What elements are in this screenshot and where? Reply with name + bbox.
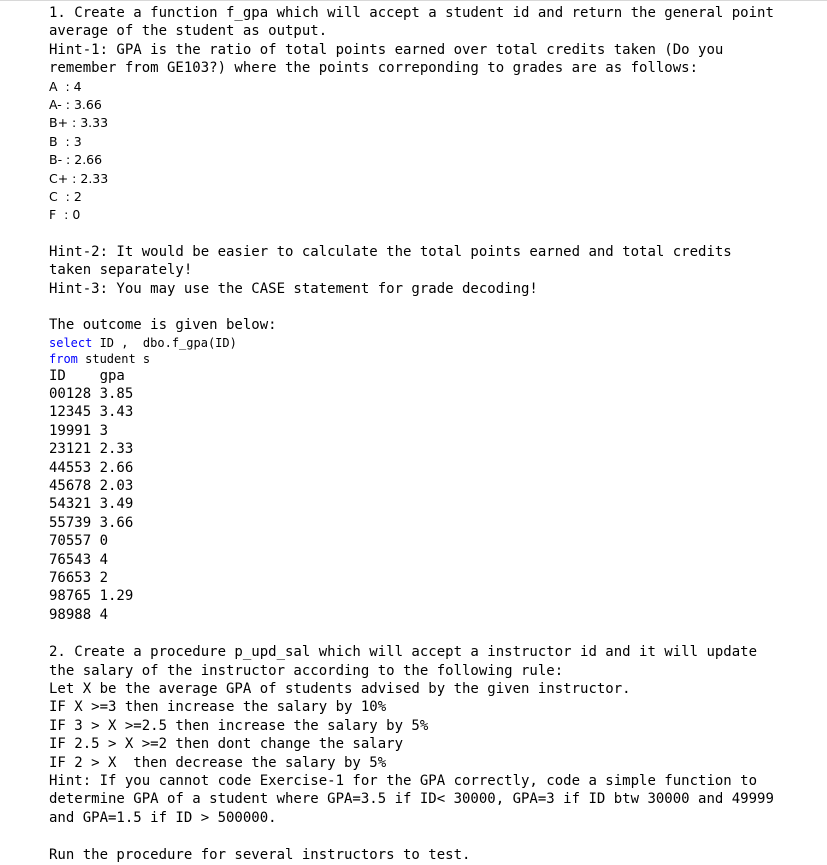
result-row: 45678 2.03 (49, 477, 134, 494)
result-row: 00128 3.85 (49, 385, 134, 402)
sql-line-from (49, 351, 819, 367)
result-row: 98765 1.29 (49, 588, 134, 605)
hint-line: Hint: If you cannot code Exercise-1 for the GPA correctly, code a simple function to (49, 773, 758, 790)
text-line: remember from GE103?) where the points correponding to grades are as follows: (49, 60, 699, 77)
exercise-2 (49, 643, 819, 827)
hint-line: determine GPA of a student where GPA=3.5 if ID< 30000, GPA=3 if ID btw 30000 and 49999 (49, 791, 774, 808)
grade-row: F : 0 (49, 207, 81, 223)
result-row: 23121 2.33 (49, 441, 134, 458)
result-row: 12345 3.43 (49, 404, 134, 421)
grade-row: B- : 2.66 (49, 152, 103, 168)
result-header: ID gpa (49, 367, 125, 384)
top-border (0, 0, 827, 1)
rule-line: IF 2.5 > X >=2 then dont change the salary (49, 736, 404, 753)
exercise-1-hints (49, 243, 819, 298)
text-line: average of the student as output. (49, 23, 328, 40)
closing-instruction: Run the procedure for several instructors to test. (49, 847, 471, 864)
sql-keyword-from: from (49, 351, 78, 366)
result-row: 98988 4 (49, 606, 109, 623)
sql-keyword-select: select (49, 335, 93, 350)
result-row: 76653 2 (49, 569, 109, 586)
result-row: 76543 4 (49, 551, 109, 568)
result-row: 54321 3.49 (49, 496, 134, 513)
rule-line: IF 3 > X >=2.5 then increase the salary by 5% (49, 717, 429, 734)
spacer (49, 225, 819, 243)
hint-line: and GPA=1.5 if ID > 500000. (49, 809, 277, 826)
sql-from-table: student s (77, 351, 151, 366)
text-line: the salary of the instructor according to the following rule: (49, 662, 564, 679)
grade-row: A : 4 (49, 78, 82, 94)
grade-row: A- : 3.66 (49, 97, 102, 113)
result-row: 44553 2.66 (49, 459, 134, 476)
exercise-1-intro (49, 4, 819, 78)
sql-line-select (49, 335, 819, 351)
grade-row: C+ : 2.33 (49, 170, 109, 186)
outcome-label: The outcome is given below: (49, 317, 277, 334)
query-result-table (49, 367, 819, 625)
spacer (49, 298, 819, 316)
grade-point-table (49, 78, 819, 225)
text-line: Hint-1: GPA is the ratio of total points earned over total credits taken (Do you (49, 41, 724, 58)
sql-select-columns: ID , dbo.f_gpa(ID) (92, 335, 237, 350)
hint-line: taken separately! (49, 262, 193, 279)
grade-row: B : 3 (49, 133, 82, 149)
result-row: 55739 3.66 (49, 514, 134, 531)
text-line: Let X be the average GPA of students advised by the given instructor. (49, 681, 631, 697)
text-line: 2. Create a procedure p_upd_sal which will accept a instructor id and it will update (49, 644, 758, 661)
rule-line: IF 2 > X then decrease the salary by 5% (49, 754, 387, 771)
text-line: 1. Create a function f_gpa which will accept a student id and return the general point (49, 5, 774, 21)
hint-line: Hint-2: It would be easier to calculate the total points earned and total credits (49, 243, 732, 260)
spacer (49, 827, 819, 846)
result-row: 19991 3 (49, 422, 109, 439)
sql-query (49, 335, 819, 367)
rule-line: IF X >=3 then increase the salary by 10% (49, 699, 387, 716)
grade-row: C : 2 (49, 189, 82, 205)
grade-row: B+ : 3.33 (49, 115, 109, 131)
document-body (49, 4, 819, 865)
result-row: 70557 0 (49, 533, 109, 550)
spacer (49, 624, 819, 643)
hint-line: Hint-3: You may use the CASE statement for grade decoding! (49, 280, 538, 297)
